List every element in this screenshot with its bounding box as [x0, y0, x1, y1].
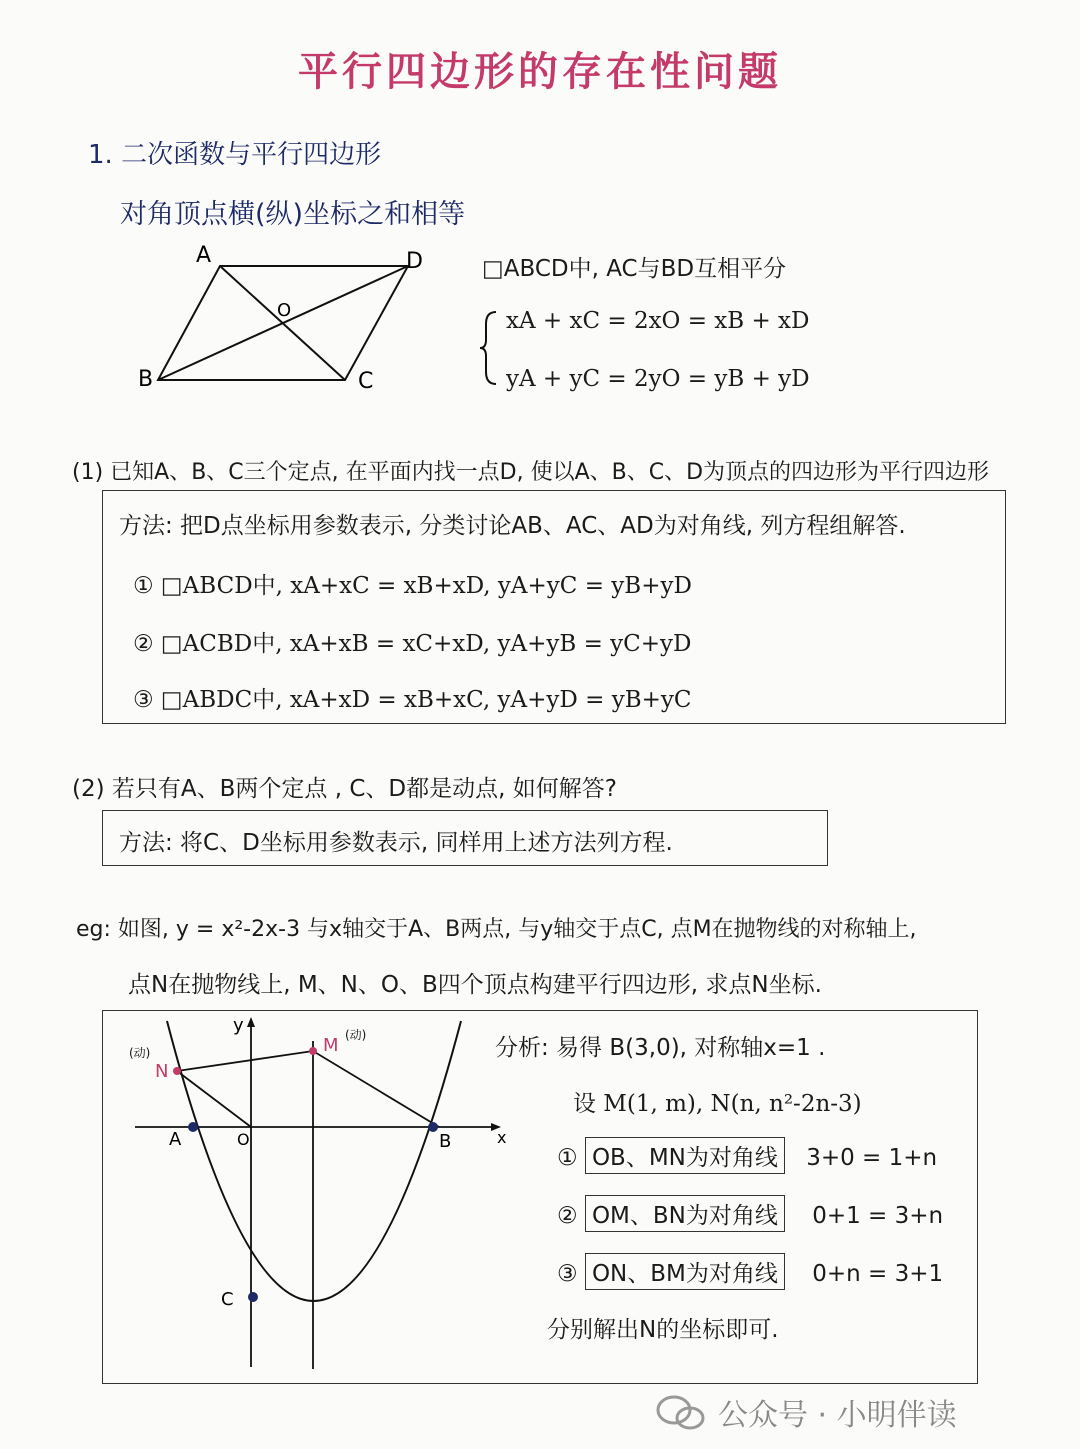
analysis-line: 分析: 易得 B(3,0), 对称轴x=1 . [495, 1035, 826, 1061]
case-row [557, 1253, 943, 1290]
parabola-graph [113, 1011, 513, 1379]
part2-question: (2) 若只有A、B两个定点 , C、D都是动点, 如何解答? [72, 776, 617, 802]
label-b: B [439, 1131, 452, 1152]
parallelogram-diagram [130, 238, 440, 398]
label-a: A [169, 1129, 182, 1150]
case-label: OM、BN为对角线 [585, 1195, 785, 1232]
watermark-text: 公众号 · 小明伴读 [718, 1398, 957, 1433]
label-n-note: (动) [129, 1046, 151, 1060]
label-c: C [358, 369, 374, 394]
label-m-note: (动) [345, 1028, 367, 1042]
example-box [102, 1010, 978, 1384]
case-label: ON、BM为对角线 [585, 1253, 785, 1290]
point-b [428, 1122, 438, 1132]
example-line1: eg: 如图, y = x²-2x-3 与x轴交于A、B两点, 与y轴交于点C, 点M在抛物线的对称轴上, [76, 917, 917, 942]
label-b: B [138, 367, 154, 392]
diagonal-bd [158, 266, 408, 380]
label-d: D [406, 249, 423, 274]
wechat-icon [654, 1392, 708, 1432]
brace-icon [478, 308, 500, 388]
conclusion-line: 分别解出N的坐标即可. [547, 1317, 779, 1343]
part2-method-box [102, 810, 828, 866]
part1-case: ② □ACBD中, xA+xB = xC+xD, yA+yB = yC+yD [133, 631, 692, 657]
point-m [309, 1047, 317, 1055]
equation-x: xA + xC = 2xO = xB + xD [506, 308, 810, 334]
case-equation: 0+1 = 3+n [812, 1203, 944, 1229]
point-a [188, 1122, 198, 1132]
point-c [248, 1292, 258, 1302]
parallelogram-statement: □ABCD中, AC与BD互相平分 [482, 256, 787, 282]
case-row [557, 1195, 943, 1232]
label-n: N [155, 1061, 169, 1082]
page-title: 平行四边形的存在性问题 [298, 49, 782, 95]
case-label: OB、MN为对角线 [585, 1137, 785, 1174]
y-arrow-icon [247, 1017, 255, 1027]
label-c: C [221, 1289, 234, 1310]
part1-method-box [102, 490, 1006, 724]
part1-case: ① □ABCD中, xA+xC = xB+xD, yA+yC = yB+yD [133, 573, 692, 599]
setup-line: 设 M(1, m), N(n, n²-2n-3) [573, 1091, 862, 1117]
part1-case: ③ □ABDC中, xA+xD = xB+xC, yA+yD = yB+yC [133, 687, 692, 713]
case-equation: 0+n = 3+1 [812, 1261, 944, 1287]
case-equation: 3+0 = 1+n [806, 1145, 938, 1171]
part1-question: (1) 已知A、B、C三个定点, 在平面内找一点D, 使以A、B、C、D为顶点的四边形为平行四边形 [72, 460, 990, 485]
y-axis-label: y [233, 1015, 244, 1036]
example-line2: 点N在抛物线上, M、N、O、B四个顶点构建平行四边形, 求点N坐标. [128, 972, 822, 998]
equation-y: yA + yC = 2yO = yB + yD [506, 366, 810, 392]
part2-method: 方法: 将C、D坐标用参数表示, 同样用上述方法列方程. [119, 830, 673, 856]
parabola-curve [167, 1021, 461, 1301]
section-heading: 1. 二次函数与平行四边形 [88, 140, 382, 170]
case-row [557, 1137, 937, 1174]
part1-method: 方法: 把D点坐标用参数表示, 分类讨论AB、AC、AD为对角线, 列方程组解答. [119, 513, 906, 539]
watermark [654, 1390, 957, 1434]
label-o: O [237, 1130, 250, 1149]
segment-nmb [177, 1051, 439, 1127]
case-number: ② [557, 1203, 578, 1229]
case-number: ① [557, 1145, 578, 1171]
case-number: ③ [557, 1261, 578, 1287]
label-m: M [323, 1035, 339, 1056]
diagonal-rule: 对角顶点横(纵)坐标之和相等 [120, 199, 466, 230]
label-o: O [277, 300, 292, 321]
x-axis-label: x [497, 1128, 507, 1147]
point-n [173, 1067, 181, 1075]
label-a: A [196, 243, 212, 268]
